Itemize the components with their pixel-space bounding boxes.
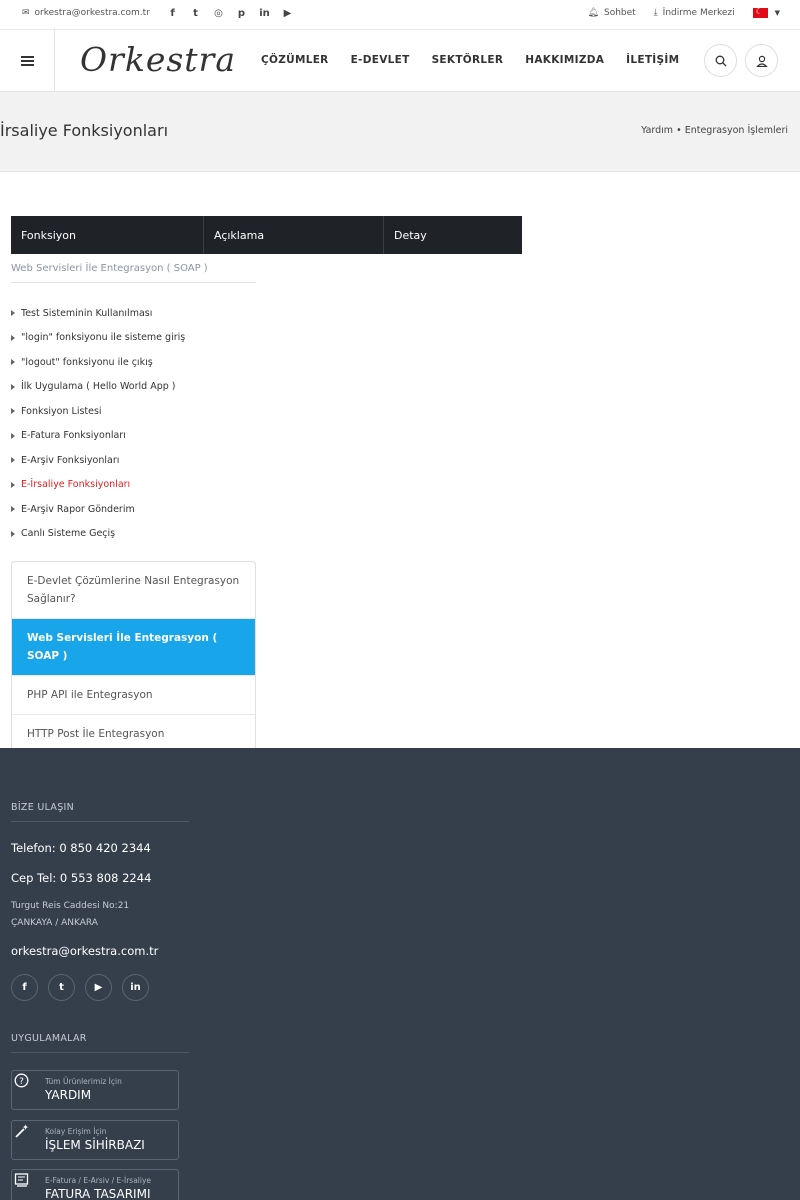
youtube-icon[interactable]: ▶ [283, 8, 292, 19]
linkedin-icon[interactable]: in [122, 974, 149, 1001]
top-bar [0, 0, 800, 30]
app-title: YARDIM [45, 1088, 92, 1102]
sidebar-item[interactable] [11, 326, 256, 351]
instagram-icon[interactable]: ◎ [214, 8, 223, 19]
sidebar-item-label: Test Sisteminin Kullanılması [21, 307, 153, 319]
nav-item-cozumler[interactable]: ÇÖZÜMLER [261, 54, 329, 66]
svg-text:?: ? [19, 1077, 24, 1087]
footer-address-line1: Turgut Reis Caddesi No:21 [11, 901, 130, 911]
main-header [0, 30, 800, 92]
hamburger-icon [21, 56, 34, 66]
sidebar-item-label: İlk Uygulama ( Hello World App ) [21, 381, 176, 393]
caret-right-icon [11, 359, 15, 365]
svg-text:✦: ✦ [22, 1123, 29, 1132]
sidebar-item-active[interactable] [11, 473, 256, 498]
language-selector[interactable] [753, 8, 780, 18]
download-icon: ⤓ [653, 8, 658, 18]
caret-right-icon [11, 506, 15, 512]
question-circle-icon [14, 1073, 29, 1092]
sidebar-item-label: "logout" fonksiyonu ile çıkış [21, 356, 153, 368]
download-center-link[interactable] [654, 8, 735, 18]
caret-right-icon [11, 482, 15, 488]
sidebar-item-label: Fonksiyon Listesi [21, 405, 102, 417]
app-title: İŞLEM SİHİRBAZI [45, 1138, 145, 1152]
sidebar-item-label: "login" fonksiyonu ile sisteme giriş [21, 332, 186, 344]
search-button[interactable] [704, 44, 737, 77]
twitter-icon[interactable]: t [48, 974, 75, 1001]
sidebar-menu [11, 301, 256, 546]
sidebar-item[interactable] [11, 375, 256, 400]
invoice-edit-icon [14, 1172, 30, 1192]
facebook-icon[interactable]: f [170, 8, 175, 19]
sidebar-item[interactable] [11, 399, 256, 424]
sidebar-item[interactable] [11, 350, 256, 375]
page-title-band [0, 92, 800, 172]
category-item[interactable]: PHP API ile Entegrasyon [12, 676, 255, 715]
app-subtitle: E-Fatura / E-Arsiv / E-İrsaliye [45, 1176, 152, 1185]
top-email-text: orkestra@orkestra.com.tr [34, 8, 150, 18]
caret-right-icon [11, 408, 15, 414]
caret-right-icon [11, 310, 15, 316]
caret-right-icon [11, 457, 15, 463]
nav-item-e-devlet[interactable]: E-DEVLET [350, 54, 410, 66]
column-header-detail: Detay [394, 228, 427, 242]
turkish-flag-icon [753, 8, 768, 18]
caret-right-icon [11, 433, 15, 439]
chat-label: Sohbet [603, 8, 636, 18]
breadcrumb[interactable]: Yardım • Entegrasyon İşlemleri [641, 125, 788, 136]
facebook-icon[interactable]: f [11, 974, 38, 1001]
footer-social-links [11, 974, 149, 1001]
app-subtitle: Kolay Erişim İçin [45, 1127, 107, 1136]
sidebar-item-label: E-Fatura Fonksiyonları [21, 430, 126, 442]
sidebar-item-label: Canlı Sisteme Geçiş [21, 528, 116, 540]
column-header-function: Fonksiyon [11, 216, 204, 254]
sidebar-item-label: E-İrsaliye Fonksiyonları [21, 479, 131, 491]
app-help-button[interactable] [11, 1070, 179, 1110]
youtube-icon[interactable]: ▶ [85, 974, 112, 1001]
mail-icon: ✉ [22, 8, 30, 18]
sidebar-section-title: Web Servisleri İle Entegrasyon ( SOAP ) [11, 263, 256, 283]
caret-right-icon [11, 335, 15, 341]
category-item[interactable]: HTTP Post İle Entegrasyon [27, 728, 165, 740]
category-item[interactable]: E-Devlet Çözümlerine Nasıl Entegrasyon Sağlanır? [12, 562, 255, 619]
top-email-link[interactable] [22, 8, 150, 18]
top-social-links [161, 8, 299, 19]
caret-right-icon [11, 531, 15, 537]
caret-right-icon [11, 384, 15, 390]
column-header-description: Açıklama [204, 216, 384, 254]
page-title: İrsaliye Fonksiyonları [0, 121, 169, 140]
main-nav [250, 54, 690, 66]
user-button[interactable] [745, 44, 778, 77]
footer-mobile[interactable]: Cep Tel: 0 553 808 2244 [11, 871, 152, 885]
app-invoice-design-button[interactable] [11, 1169, 179, 1200]
menu-button[interactable] [0, 30, 55, 91]
download-center-label: İndirme Merkezi [662, 8, 735, 18]
twitter-icon[interactable]: t [193, 8, 198, 19]
site-logo[interactable]: Orkestra [80, 40, 237, 79]
footer-email[interactable]: orkestra@orkestra.com.tr [11, 944, 159, 958]
bell-icon: 🔔︎ [587, 8, 599, 18]
user-icon [756, 55, 768, 67]
integration-category-list [11, 561, 256, 754]
sidebar-item[interactable] [11, 448, 256, 473]
nav-item-iletisim[interactable]: İLETİŞİM [626, 54, 680, 66]
sidebar-item[interactable] [11, 424, 256, 449]
category-item-active[interactable]: Web Servisleri İle Entegrasyon ( SOAP ) [12, 619, 255, 676]
footer-contact-heading: BİZE ULAŞIN [11, 802, 189, 822]
chevron-down-icon: ▼ [774, 9, 780, 17]
magic-wand-icon [14, 1123, 30, 1143]
app-subtitle: Tüm Ürünlerimiz İçin [45, 1077, 122, 1086]
pinterest-icon[interactable]: p [237, 8, 246, 19]
sidebar-item[interactable] [11, 497, 256, 522]
sidebar-item[interactable] [11, 522, 256, 547]
footer-phone[interactable]: Telefon: 0 850 420 2344 [11, 841, 151, 855]
nav-item-sektorler[interactable]: SEKTÖRLER [431, 54, 504, 66]
app-wizard-button[interactable] [11, 1120, 179, 1160]
chat-link[interactable] [588, 8, 636, 18]
footer-apps-heading: UYGULAMALAR [11, 1033, 189, 1053]
sidebar-item[interactable] [11, 301, 256, 326]
linkedin-icon[interactable]: in [259, 8, 270, 19]
search-icon [715, 55, 727, 67]
sidebar-item-label: E-Arşiv Rapor Gönderim [21, 503, 135, 515]
footer-address-line2: ÇANKAYA / ANKARA [11, 918, 98, 928]
sidebar-item-label: E-Arşiv Fonksiyonları [21, 454, 120, 466]
app-title: FATURA TASARIMI [45, 1187, 151, 1200]
nav-item-hakkimizda[interactable]: HAKKIMIZDA [525, 54, 605, 66]
functions-table-header [11, 216, 522, 254]
